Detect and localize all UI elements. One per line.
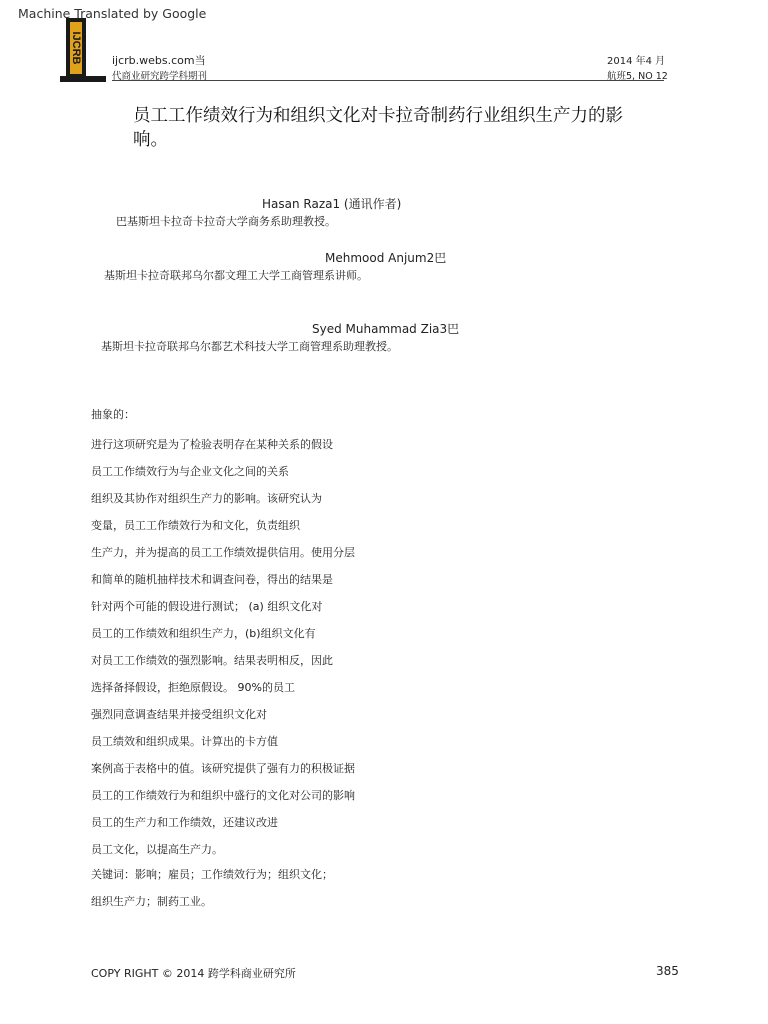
author-1-name: Hasan Raza1 (通讯作者)	[262, 197, 402, 211]
abstract-line: 员工工作绩效行为与企业文化之间的关系	[91, 465, 289, 478]
abstract-line: 选择备择假设，拒绝原假设。 90%的员工	[91, 681, 295, 694]
header-issue: 航班5, NO 12	[607, 71, 668, 82]
logo-graphic	[58, 16, 114, 84]
abstract-line: 员工文化，以提高生产力。	[91, 843, 223, 856]
author-3-affiliation: 基斯坦卡拉奇联邦乌尔都艺术科技大学工商管理系助理教授。	[101, 340, 398, 353]
keywords-line: 关键词：影响；雇员；工作绩效行为；组织文化；	[91, 868, 333, 881]
abstract-line: 员工的生产力和工作绩效，还建议改进	[91, 816, 278, 829]
abstract-line: 组织及其协作对组织生产力的影响。该研究认为	[91, 492, 322, 505]
author-2-affiliation: 基斯坦卡拉奇联邦乌尔都文理工大学工商管理系讲师。	[104, 269, 368, 282]
author-1-affiliation: 巴基斯坦卡拉奇卡拉奇大学商务系助理教授。	[116, 215, 336, 228]
abstract-label: 抽象的：	[91, 408, 135, 421]
abstract-line: 生产力，并为提高的员工工作绩效提供信用。使用分层	[91, 546, 355, 559]
abstract-line: 针对两个可能的假设进行测试； (a) 组织文化对	[91, 600, 323, 613]
abstract-line: 案例高于表格中的值。该研究提供了强有力的积极证据	[91, 762, 355, 775]
logo-text: IJCRB	[70, 31, 83, 65]
abstract-line: 员工绩效和组织成果。计算出的卡方值	[91, 735, 278, 748]
header-site-url: ijcrb.webs.com当	[112, 54, 206, 67]
keywords-line: 组织生产力；制药工业。	[91, 895, 212, 908]
abstract-line: 和简单的随机抽样技术和调查问卷，得出的结果是	[91, 573, 333, 586]
header-journal-name: 代商业研究跨学科期刊	[112, 71, 208, 82]
paper-title: 员工工作绩效行为和组织文化对卡拉奇制药行业组织生产力的影响。	[133, 106, 623, 150]
abstract-line: 对员工工作绩效的强烈影响。结果表明相反，因此	[91, 654, 333, 667]
abstract-line: 变量，员工工作绩效行为和文化，负责组织	[91, 519, 300, 532]
page-number: 385	[656, 964, 679, 978]
author-2-name: Mehmood Anjum2巴	[325, 251, 447, 265]
journal-logo	[58, 16, 114, 84]
author-3-name: Syed Muhammad Zia3巴	[312, 322, 460, 336]
abstract-line: 员工的工作绩效行为和组织中盛行的文化对公司的影响	[91, 789, 355, 802]
machine-translated-banner: Machine Translated by Google	[18, 6, 207, 21]
header-date: 2014 年4 月	[607, 56, 666, 67]
abstract-line: 进行这项研究是为了检验表明存在某种关系的假设	[91, 438, 333, 451]
header-rule	[112, 80, 664, 81]
abstract-line: 员工的工作绩效和组织生产力，(b)组织文化有	[91, 627, 316, 640]
abstract-line: 强烈同意调查结果并接受组织文化对	[91, 708, 267, 721]
footer-copyright: COPY RIGHT © 2014 跨学科商业研究所	[91, 967, 296, 980]
